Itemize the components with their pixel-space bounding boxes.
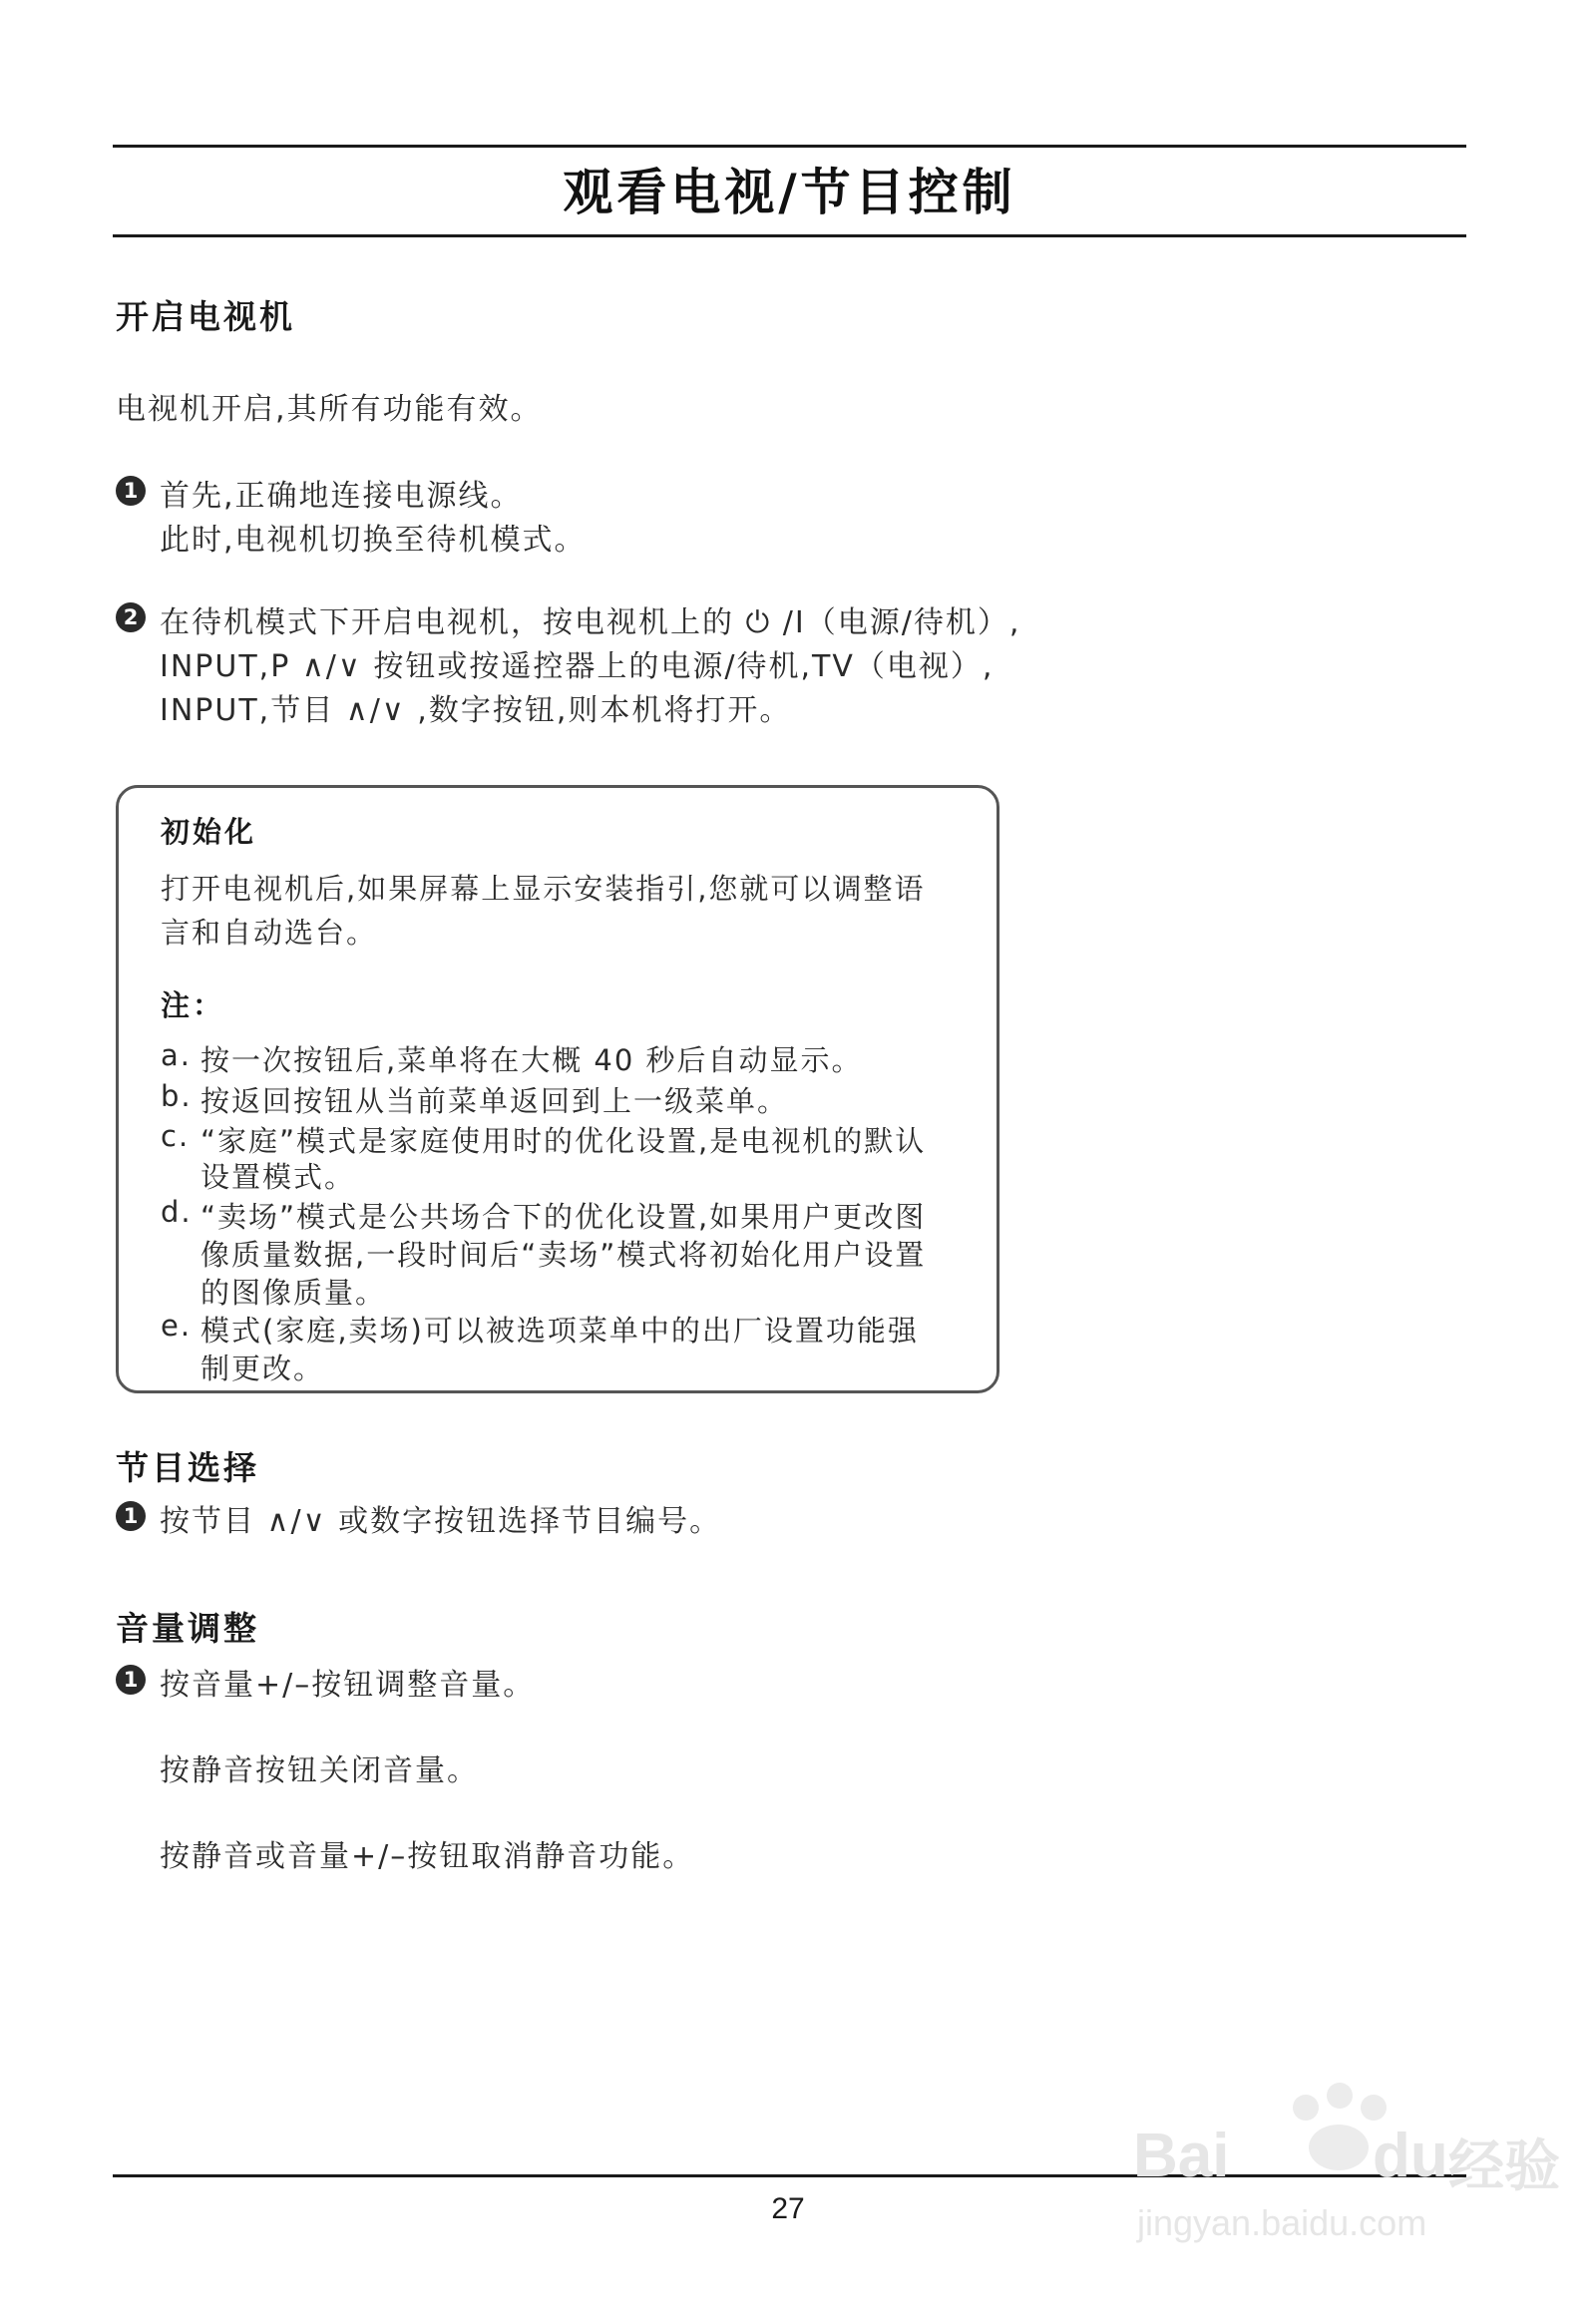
section-heading-volume: 音量调整 xyxy=(116,1609,259,1648)
box-heading: 初始化 xyxy=(161,815,257,849)
step-1-line-1: 首先,正确地连接电源线。 xyxy=(160,479,523,514)
note-e-line-1: 模式(家庭,卖场)可以被选项菜单中的出厂设置功能强 xyxy=(200,1314,919,1348)
step-1-line-2: 此时,电视机切换至待机模式。 xyxy=(160,523,587,558)
watermark-brand-cn: 经验 xyxy=(1448,2134,1560,2197)
note-a-prefix: a. xyxy=(161,1038,192,1072)
page-title: 观看电视/节目控制 xyxy=(563,164,1016,221)
step-marker-1: 1 xyxy=(116,476,146,506)
bottom-rule xyxy=(113,2174,1466,2177)
watermark-brand-du: du xyxy=(1373,2122,1448,2190)
initialization-box xyxy=(116,785,999,1393)
note-d-line-3: 的图像质量。 xyxy=(200,1276,387,1310)
box-text-line-1: 打开电视机后,如果屏幕上显示安装指引,您就可以调整语 xyxy=(161,872,926,906)
note-c-line-1: “家庭”模式是家庭使用时的优化设置,是电视机的默认 xyxy=(200,1124,927,1158)
box-text-line-2: 言和自动选台。 xyxy=(161,916,378,950)
note-c-prefix: c. xyxy=(161,1119,191,1153)
note-d-line-2: 像质量数据,一段时间后“卖场”模式将初始化用户设置 xyxy=(200,1238,927,1272)
page-number: 27 xyxy=(771,2192,805,2225)
note-a-line-1: 按一次按钮后,菜单将在大概 40 秒后自动显示。 xyxy=(200,1043,863,1077)
volume-extra-line-2: 按静音或音量+/–按钮取消静音功能。 xyxy=(160,1839,695,1874)
note-e-line-2: 制更改。 xyxy=(200,1352,325,1385)
intro-text: 电视机开启,其所有功能有效。 xyxy=(116,392,543,427)
step-2-line-3: INPUT,节目 ∧/∨ ,数字按钮,则本机将打开。 xyxy=(160,693,792,728)
step-marker-2: 2 xyxy=(116,602,146,632)
title-underline xyxy=(113,234,1466,237)
note-c-line-2: 设置模式。 xyxy=(200,1160,356,1194)
paw-icon xyxy=(1293,2095,1319,2121)
watermark-url: jingyan.baidu.com xyxy=(1137,2202,1427,2243)
channel-step-marker-1: 1 xyxy=(116,1501,146,1531)
note-b-line-1: 按返回按钮从当前菜单返回到上一级菜单。 xyxy=(200,1084,789,1118)
channel-step-1-line: 按节目 ∧/∨ 或数字按钮选择节目编号。 xyxy=(160,1504,722,1539)
note-d-line-1: “卖场”模式是公共场合下的优化设置,如果用户更改图 xyxy=(200,1200,927,1234)
top-rule xyxy=(113,145,1466,148)
section-heading-channel: 节目选择 xyxy=(116,1448,259,1487)
step-2-line-1: 在待机模式下开启电视机，按电视机上的 ⏻ /I（电源/待机）, xyxy=(160,605,1021,640)
note-heading: 注： xyxy=(161,988,225,1022)
watermark-brand-latin: Bai xyxy=(1133,2122,1230,2190)
volume-step-marker-1: 1 xyxy=(116,1665,146,1695)
step-2-line-2: INPUT,P ∧/∨ 按钮或按遥控器上的电源/待机,TV（电视）, xyxy=(160,649,995,684)
note-b-prefix: b. xyxy=(161,1079,193,1113)
note-e-prefix: e. xyxy=(161,1309,193,1343)
note-d-prefix: d. xyxy=(161,1195,193,1229)
section-heading-power-on: 开启电视机 xyxy=(116,297,295,336)
volume-extra-line-1: 按静音按钮关闭音量。 xyxy=(160,1753,479,1788)
volume-step-1-line: 按音量+/–按钮调整音量。 xyxy=(160,1668,536,1703)
